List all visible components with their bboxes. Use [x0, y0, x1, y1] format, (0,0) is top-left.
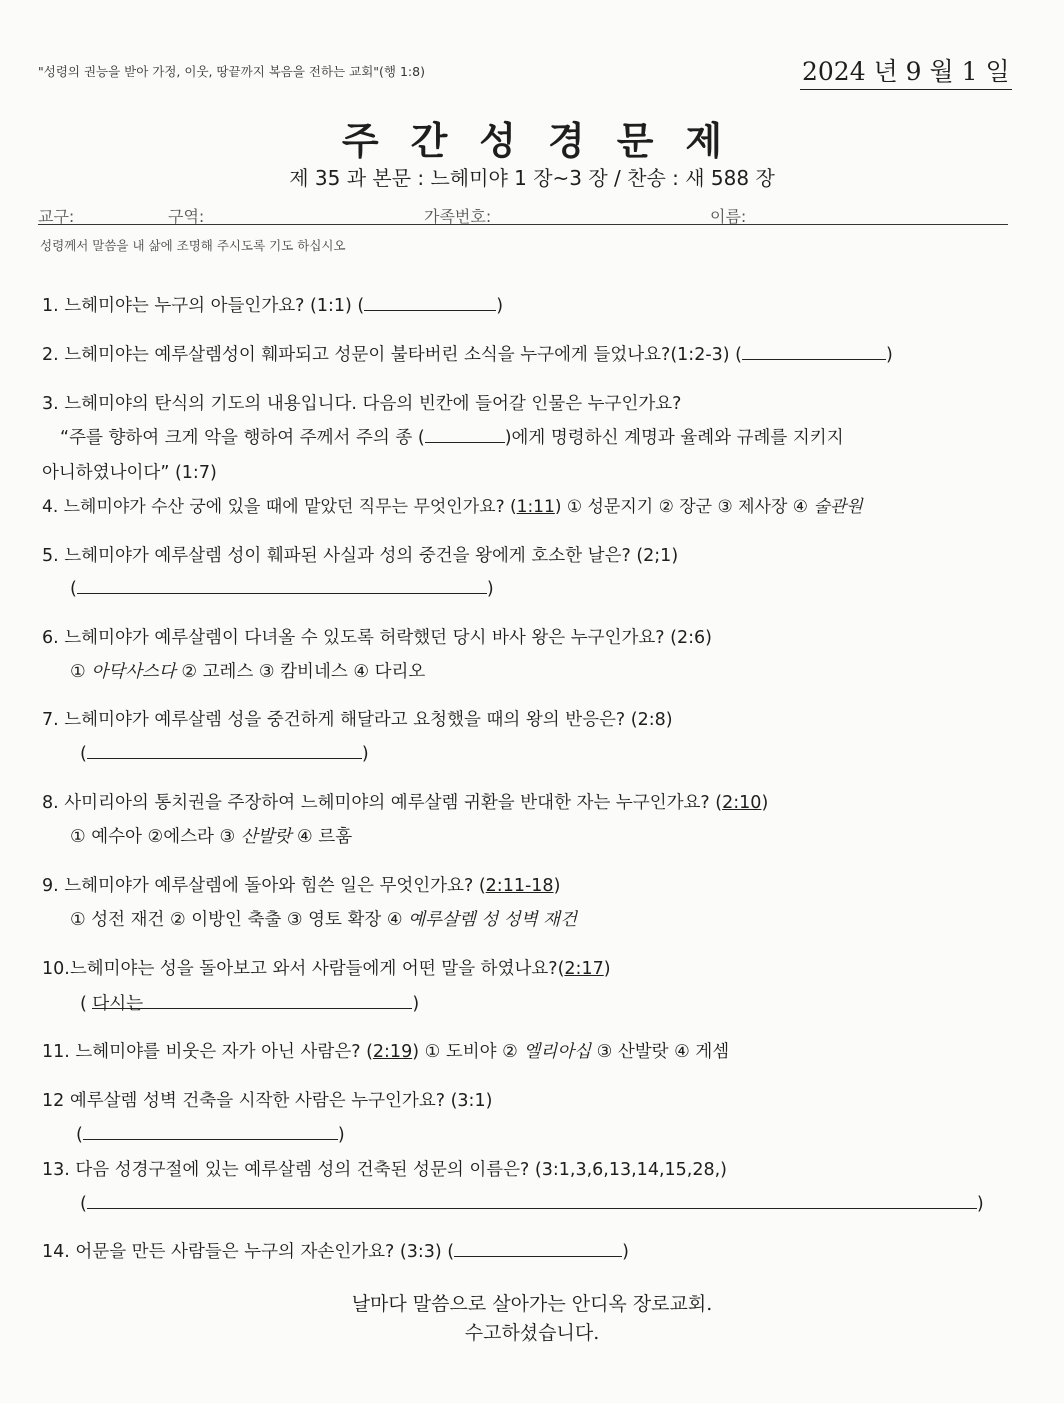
answer-line-12: ( ) [76, 1121, 345, 1145]
question-7: 7. 느헤미야가 예루살렘 성을 중건하게 해달라고 요청했을 때의 왕의 반응은? (2:8) [42, 710, 673, 730]
worksheet-date: 2024 년 9 월 1 일 [800, 52, 1012, 90]
handwritten-answer-6: 아닥사스다 [91, 662, 176, 682]
answer-blank-14[interactable] [454, 1238, 622, 1257]
question-4: 4. 느헤미야가 수산 궁에 있을 때에 맡았던 직무는 무엇인가요? (1:11) ① 성문지기 ② 장군 ③ 제사장 ④ 술관원 [42, 497, 863, 517]
question-9: 9. 느헤미야가 예루살렘에 돌아와 힘쓴 일은 무엇인가요? (2:11-18) [42, 876, 561, 896]
answer-blank-13[interactable] [87, 1190, 977, 1209]
answer-line-7: ( ) [80, 740, 369, 764]
family-number-label: 가족번호: [424, 207, 492, 226]
prayer-note: 성령께서 말씀을 내 삶에 조명해 주시도록 기도 하십시오 [40, 238, 346, 253]
zone-label: 구역: [168, 207, 205, 226]
options-8: ① 예수아 ②에스라 ③ 산발랏 ④ 르훔 [70, 827, 353, 847]
district-label: 교구: [38, 207, 75, 226]
options-6: ① 아닥사스다 ② 고레스 ③ 캄비네스 ④ 다리오 [70, 662, 426, 682]
question-2: 2. 느헤미야는 예루살렘성이 훼파되고 성문이 불타버린 소식을 누구에게 들었나요?(1:2-3) ( ) [42, 341, 893, 366]
question-3-quote-end: 아니하였나이다” (1:7) [42, 463, 217, 483]
answer-blank-5[interactable] [77, 575, 487, 594]
answer-line-13: ( ) [80, 1190, 984, 1214]
answer-blank-1[interactable] [364, 292, 496, 311]
closing-line-2: 수고하셨습니다. [464, 1322, 600, 1344]
answer-blank-7[interactable] [87, 740, 362, 759]
answer-blank-10[interactable] [92, 990, 412, 1014]
answer-blank-3[interactable] [425, 424, 505, 443]
question-1: 1. 느헤미야는 누구의 아들인가요? (1:1) ( ) [42, 292, 503, 317]
handwritten-answer-8: 산발랏 [240, 827, 292, 847]
handwritten-answer-11: 엘리아십 [523, 1042, 592, 1062]
question-3: 3. 느헤미야의 탄식의 기도의 내용입니다. 다음의 빈칸에 들어갈 인물은 누구인가요? [42, 394, 682, 414]
question-8: 8. 사미리아의 통치권을 주장하여 느헤미야의 예루살렘 귀환을 반대한 자는 누구인가요? (2:10) [42, 793, 769, 813]
question-6: 6. 느헤미야가 예루살렘이 다녀올 수 있도록 허락했던 당시 바사 왕은 누구인가요? (2:6) [42, 628, 712, 648]
question-3-quote: “주를 향하여 크게 악을 행하여 주께서 주의 종 ( )에게 명령하신 계명과 율례와 규례를 지키지 [60, 424, 844, 449]
question-14: 14. 어문을 만든 사람들은 누구의 자손인가요? (3:3) ( ) [42, 1238, 629, 1263]
member-info-row [38, 200, 1008, 225]
answer-blank-2[interactable] [742, 341, 886, 360]
answer-line-5: ( ) [70, 575, 494, 599]
question-12: 12 예루살렘 성벽 건축을 시작한 사람은 누구인가요? (3:1) [42, 1091, 493, 1111]
handwritten-answer-10: 다시는 [92, 994, 144, 1014]
handwritten-answer-9: 예루살렘 성 성벽 재건 [408, 910, 577, 930]
lesson-subtitle: 제 35 과 본문 : 느헤미야 1 장~3 장 / 찬송 : 새 588 장 [289, 166, 775, 190]
question-13: 13. 다음 성경구절에 있는 예루살렘 성의 건축된 성문의 이름은? (3:1,3,6,13,14,15,28,) [42, 1160, 728, 1180]
page-title: 주간성경문제 [341, 119, 755, 163]
question-11: 11. 느헤미야를 비웃은 자가 아닌 사람은? (2:19) ① 도비야 ② 엘리아십 ③ 산발랏 ④ 게셈 [42, 1042, 730, 1062]
handwritten-answer-4: 술관원 [813, 497, 863, 517]
name-label: 이름: [710, 207, 747, 226]
answer-blank-12[interactable] [83, 1121, 338, 1140]
closing-line-1: 날마다 말씀으로 살아가는 안디옥 장로교회. [351, 1293, 713, 1315]
answer-line-10: ( 다시는 ) [80, 990, 419, 1014]
question-10: 10.느헤미야는 성을 돌아보고 와서 사람들에게 어떤 말을 하였나요?(2:17) [42, 959, 611, 979]
church-motto: "성령의 권능을 받아 가정, 이웃, 땅끝까지 복음을 전하는 교회"(행 1:8) [38, 64, 425, 79]
options-9: ① 성전 재건 ② 이방인 축출 ③ 영토 확장 ④ 예루살렘 성 성벽 재건 [70, 910, 577, 930]
question-5: 5. 느헤미야가 예루살렘 성이 훼파된 사실과 성의 중건을 왕에게 호소한 날은? (2;1) [42, 546, 679, 566]
